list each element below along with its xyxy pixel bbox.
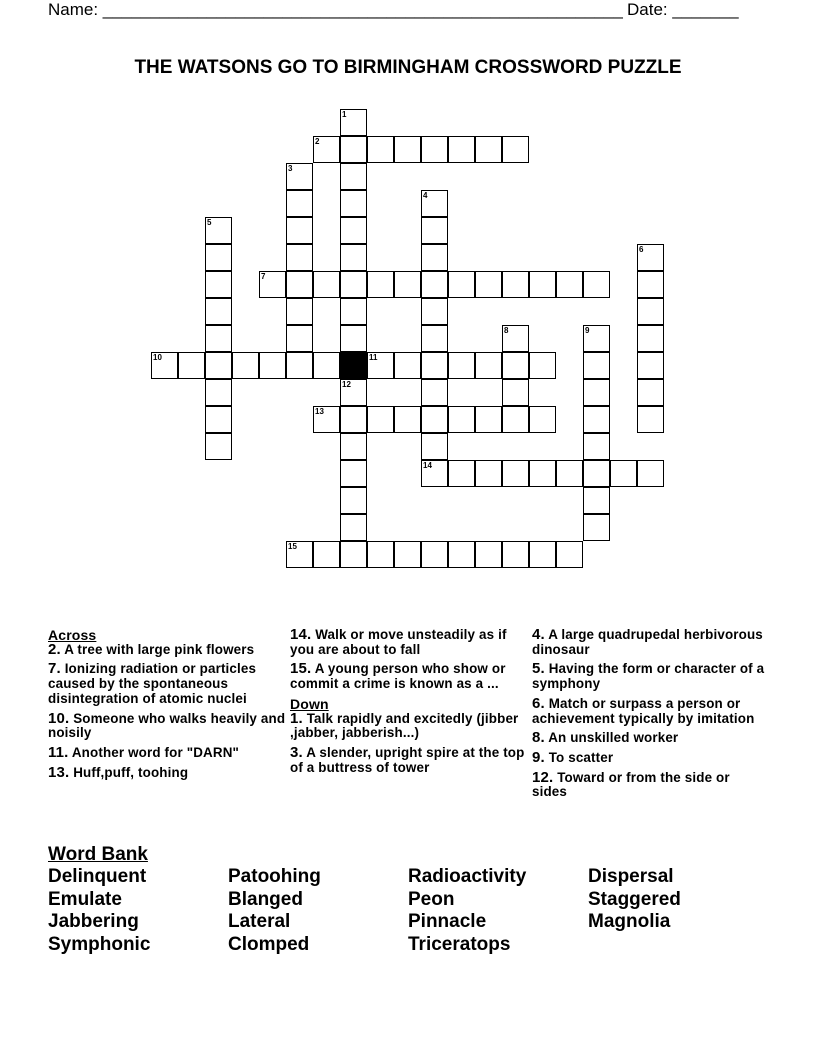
crossword-cell[interactable] <box>421 460 448 487</box>
clue-across-13: 13. Huff,puff, toohing <box>48 763 189 781</box>
crossword-cell[interactable] <box>637 325 664 352</box>
crossword-cell[interactable] <box>205 325 232 352</box>
word-bank-item: Triceratops <box>408 933 511 955</box>
crossword-cell[interactable] <box>340 379 367 406</box>
crossword-cell[interactable] <box>313 406 340 433</box>
crossword-cell[interactable] <box>340 244 367 271</box>
crossword-cell[interactable] <box>556 460 583 487</box>
clue-down-3: 3. A slender, upright spire at the top of a buttress of tower <box>290 743 525 775</box>
clue-number: 7 <box>261 272 266 281</box>
crossword-cell[interactable] <box>637 460 664 487</box>
word-bank-item: Dispersal <box>588 866 674 887</box>
crossword-cell[interactable] <box>340 271 367 298</box>
crossword-cell[interactable] <box>475 352 502 379</box>
crossword-cell[interactable] <box>502 271 529 298</box>
clue-column-1 <box>48 628 288 785</box>
crossword-cell[interactable] <box>205 244 232 271</box>
word-bank-item: Magnolia <box>588 911 671 933</box>
crossword-cell[interactable] <box>556 271 583 298</box>
crossword-cell[interactable] <box>637 406 664 433</box>
clue-column-3 <box>532 628 768 805</box>
crossword-cell[interactable] <box>583 352 610 379</box>
crossword-cell[interactable] <box>367 136 394 163</box>
crossword-cell[interactable] <box>475 271 502 298</box>
word-bank-item: Radioactivity <box>408 866 527 887</box>
crossword-cell[interactable] <box>340 217 367 244</box>
crossword-cell[interactable] <box>475 406 502 433</box>
crossword-cell[interactable] <box>232 352 259 379</box>
crossword-cell[interactable] <box>421 352 448 379</box>
clue-number: 11 <box>369 353 378 362</box>
crossword-cell[interactable] <box>313 352 340 379</box>
crossword-cell[interactable] <box>529 541 556 568</box>
word-bank-item: Symphonic <box>48 933 151 955</box>
clue-across-7: 7. Ionizing radiation or particles caused by the spontaneous disintegration of atomic nuclei <box>48 660 257 706</box>
crossword-cell[interactable] <box>637 244 664 271</box>
clue-across-10: 10. Someone who walks heavily and noisily <box>48 709 286 741</box>
crossword-cell[interactable] <box>340 487 367 514</box>
crossword-cell[interactable] <box>340 541 367 568</box>
word-bank-item: Clomped <box>228 933 310 955</box>
clue-number: 9 <box>585 326 590 335</box>
crossword-cell[interactable] <box>286 352 313 379</box>
crossword-cell[interactable] <box>448 460 475 487</box>
crossword-cell[interactable] <box>502 541 529 568</box>
crossword-cell[interactable] <box>583 379 610 406</box>
clue-column-2 <box>290 628 525 780</box>
crossword-cell[interactable] <box>637 379 664 406</box>
clue-number: 15 <box>288 542 297 551</box>
crossword-cell[interactable] <box>205 352 232 379</box>
crossword-cell[interactable] <box>394 271 421 298</box>
crossword-cell[interactable] <box>421 136 448 163</box>
crossword-cell[interactable] <box>502 136 529 163</box>
crossword-cell[interactable] <box>286 163 313 190</box>
crossword-cell[interactable] <box>637 298 664 325</box>
black-square <box>340 352 367 379</box>
crossword-cell[interactable] <box>448 352 475 379</box>
word-bank-item: Lateral <box>228 911 291 933</box>
crossword-cell[interactable] <box>313 271 340 298</box>
word-bank-item: Jabbering <box>48 911 139 933</box>
crossword-cell[interactable] <box>502 406 529 433</box>
word-bank-item: Staggered <box>588 888 681 910</box>
across-heading: Across <box>48 627 97 643</box>
crossword-cell[interactable] <box>286 271 313 298</box>
clue-down-1: 1. Talk rapidly and excitedly (jibber ,jabber, jabberish...) <box>290 709 519 741</box>
crossword-cell[interactable] <box>502 352 529 379</box>
crossword-cell[interactable] <box>259 352 286 379</box>
crossword-cell[interactable] <box>448 541 475 568</box>
clue-down-8: 8. An unskilled worker <box>532 729 679 747</box>
crossword-cell[interactable] <box>475 136 502 163</box>
crossword-cell[interactable] <box>583 406 610 433</box>
crossword-cell[interactable] <box>205 298 232 325</box>
crossword-cell[interactable] <box>313 541 340 568</box>
name-field-label: Name: _______________________________________________________ <box>48 0 623 19</box>
crossword-cell[interactable] <box>529 352 556 379</box>
clue-number: 5 <box>207 218 212 227</box>
crossword-cell[interactable] <box>367 406 394 433</box>
word-bank-heading: Word Bank <box>48 844 148 865</box>
crossword-cell[interactable] <box>529 271 556 298</box>
word-bank-item: Blanged <box>228 888 303 910</box>
crossword-cell[interactable] <box>340 109 367 136</box>
crossword-cell[interactable] <box>583 487 610 514</box>
word-bank-item: Patoohing <box>228 866 321 887</box>
crossword-cell[interactable] <box>340 406 367 433</box>
crossword-cell[interactable] <box>502 379 529 406</box>
crossword-cell[interactable] <box>421 298 448 325</box>
crossword-cell[interactable] <box>205 271 232 298</box>
crossword-cell[interactable] <box>340 190 367 217</box>
crossword-cell[interactable] <box>367 541 394 568</box>
crossword-cell[interactable] <box>583 271 610 298</box>
crossword-cell[interactable] <box>421 325 448 352</box>
puzzle-title: THE WATSONS GO TO BIRMINGHAM CROSSWORD PUZZLE <box>134 57 682 78</box>
crossword-cell[interactable] <box>583 460 610 487</box>
crossword-cell[interactable] <box>205 217 232 244</box>
clue-across-15: 15. A young person who show or commit a crime is known as a ... <box>290 660 506 692</box>
crossword-cell[interactable] <box>529 460 556 487</box>
crossword-cell[interactable] <box>178 352 205 379</box>
clue-number: 10 <box>153 353 162 362</box>
crossword-cell[interactable] <box>448 406 475 433</box>
crossword-cell[interactable] <box>340 325 367 352</box>
crossword-cell[interactable] <box>475 541 502 568</box>
date-field-label: Date: _______ <box>627 0 739 19</box>
crossword-cell[interactable] <box>610 460 637 487</box>
crossword-cell[interactable] <box>340 163 367 190</box>
crossword-cell[interactable] <box>340 460 367 487</box>
crossword-cell[interactable] <box>286 217 313 244</box>
crossword-cell[interactable] <box>286 298 313 325</box>
clue-number: 13 <box>315 407 324 416</box>
clue-number: 6 <box>639 245 644 254</box>
crossword-cell[interactable] <box>421 190 448 217</box>
clue-down-5: 5. Having the form or character of a symphony <box>532 660 765 692</box>
crossword-cell[interactable] <box>637 271 664 298</box>
crossword-cell[interactable] <box>394 406 421 433</box>
crossword-cell[interactable] <box>286 541 313 568</box>
crossword-cell[interactable] <box>583 514 610 541</box>
crossword-cell[interactable] <box>367 271 394 298</box>
clue-across-14: 14. Walk or move unsteadily as if you are about to fall <box>290 626 507 657</box>
clue-down-12: 12. Toward or from the side or sides <box>532 768 730 800</box>
crossword-cell[interactable] <box>583 325 610 352</box>
crossword-cell[interactable] <box>448 136 475 163</box>
down-heading: Down <box>290 695 329 712</box>
crossword-cell[interactable] <box>286 190 313 217</box>
word-bank-item: Peon <box>408 888 455 910</box>
crossword-cell[interactable] <box>340 433 367 460</box>
crossword-cell[interactable] <box>340 298 367 325</box>
crossword-cell[interactable] <box>475 460 502 487</box>
clue-down-9: 9. To scatter <box>532 748 614 766</box>
crossword-cell[interactable] <box>421 406 448 433</box>
crossword-cell[interactable] <box>394 541 421 568</box>
crossword-cell[interactable] <box>502 325 529 352</box>
crossword-cell[interactable] <box>421 244 448 271</box>
clue-down-4: 4. A large quadrupedal herbivorous dinosaur <box>532 626 763 657</box>
word-bank-item: Pinnacle <box>408 911 487 933</box>
clue-across-2: 2. A tree with large pink flowers <box>48 640 255 658</box>
word-bank-item: Emulate <box>48 888 122 910</box>
clue-number: 8 <box>504 326 509 335</box>
clue-down-6: 6. Match or surpass a person or achievement typically by imitation <box>532 694 755 726</box>
crossword-cell[interactable] <box>151 352 178 379</box>
clue-number: 1 <box>342 110 347 119</box>
crossword-cell[interactable] <box>205 406 232 433</box>
crossword-cell[interactable] <box>502 460 529 487</box>
clue-number: 3 <box>288 164 293 173</box>
crossword-cell[interactable] <box>286 325 313 352</box>
crossword-cell[interactable] <box>529 406 556 433</box>
crossword-cell[interactable] <box>394 136 421 163</box>
crossword-cell[interactable] <box>421 433 448 460</box>
crossword-cell[interactable] <box>367 352 394 379</box>
crossword-cell[interactable] <box>205 433 232 460</box>
crossword-cell[interactable] <box>556 541 583 568</box>
crossword-cell[interactable] <box>421 379 448 406</box>
crossword-cell[interactable] <box>205 379 232 406</box>
crossword-cell[interactable] <box>583 433 610 460</box>
clue-across-11: 11. Another word for "DARN" <box>48 743 240 761</box>
crossword-cell[interactable] <box>313 136 340 163</box>
clue-number: 2 <box>315 137 320 146</box>
crossword-cell[interactable] <box>340 136 367 163</box>
crossword-cell[interactable] <box>259 271 286 298</box>
word-bank-list <box>48 866 768 956</box>
word-bank-item: Delinquent <box>48 866 147 887</box>
crossword-cell[interactable] <box>421 271 448 298</box>
crossword-cell[interactable] <box>637 352 664 379</box>
clue-number: 12 <box>342 380 351 389</box>
clue-number: 14 <box>423 461 432 470</box>
crossword-cell[interactable] <box>286 244 313 271</box>
crossword-cell[interactable] <box>448 271 475 298</box>
crossword-cell[interactable] <box>421 541 448 568</box>
crossword-cell[interactable] <box>421 217 448 244</box>
clue-number: 4 <box>423 191 428 200</box>
crossword-cell[interactable] <box>394 352 421 379</box>
crossword-cell[interactable] <box>340 514 367 541</box>
